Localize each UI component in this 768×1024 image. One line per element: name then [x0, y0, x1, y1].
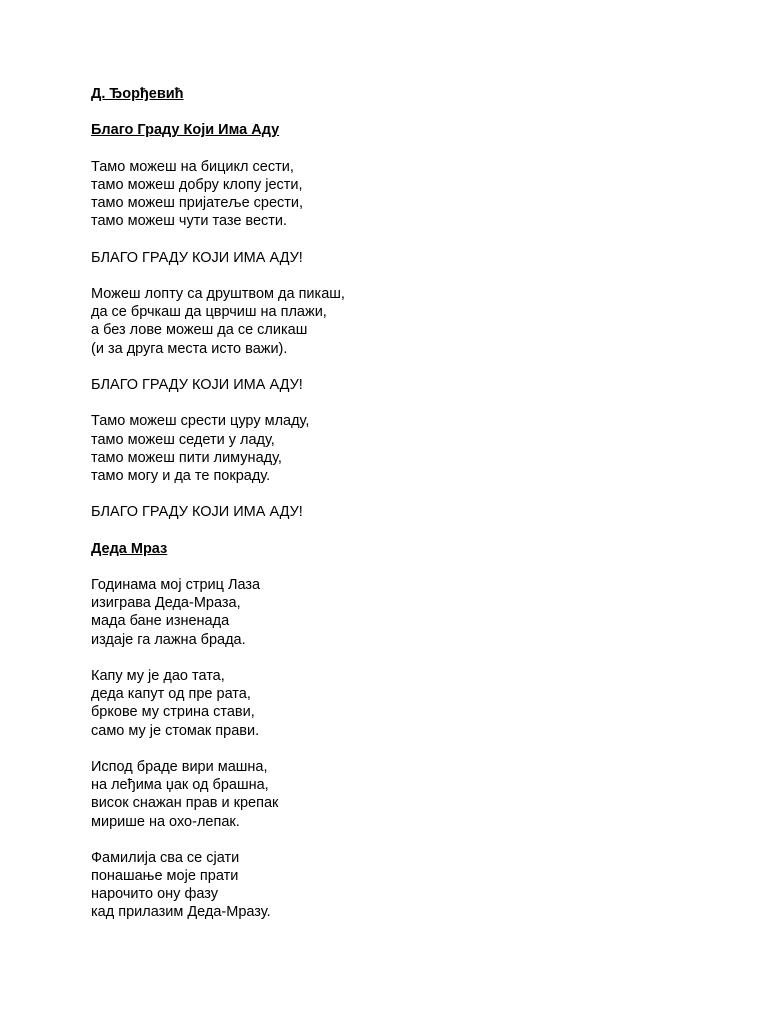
spacer — [91, 267, 691, 285]
poem-line: тамо могу и да те покраду. — [91, 467, 271, 484]
poem2-stanza-1 — [91, 576, 691, 649]
poem1-stanza-2 — [91, 285, 691, 358]
poem-line: бркове му стрина стави, — [91, 704, 255, 721]
poem-line: Можеш лопту са друштвом да пикаш, — [91, 286, 345, 303]
document-content — [91, 85, 691, 922]
poem-line: на леђима џак од брашна, — [91, 777, 269, 794]
poem-line: понашање моје прати — [91, 868, 239, 885]
spacer — [91, 831, 691, 849]
poem1-title: Благо Граду Који Има Аду — [91, 122, 280, 139]
poem-line: мада бане изненада — [91, 613, 230, 630]
spacer — [91, 103, 691, 121]
spacer — [91, 558, 691, 576]
poem1-refrain-1: БЛАГО ГРАДУ КОЈИ ИМА АДУ! — [91, 249, 303, 266]
poem1-refrain-3: БЛАГО ГРАДУ КОЈИ ИМА АДУ! — [91, 504, 303, 521]
poem-line: тамо можеш пити лимунаду, — [91, 449, 282, 466]
poem-line: само му је стомак прави. — [91, 722, 260, 739]
poem-line: (и за друга места исто важи). — [91, 340, 288, 357]
poem-line: Годинама мој стриц Лаза — [91, 577, 261, 594]
author-heading: Д. Ђорђевић — [91, 86, 184, 102]
poem2-title: Деда Мраз — [91, 540, 168, 557]
poem-line: кад прилазим Деда-Мразу. — [91, 904, 271, 921]
poem1-stanza-3 — [91, 412, 691, 485]
poem-line: мирише на охо-лепак. — [91, 813, 240, 830]
spacer — [91, 740, 691, 758]
poem-line: тамо можеш седети у ладу, — [91, 431, 275, 448]
poem-line: тамо можеш пријатеље срести, — [91, 195, 304, 212]
spacer — [91, 394, 691, 412]
poem-line: издаје га лажна брада. — [91, 631, 246, 648]
poem2-stanza-4 — [91, 849, 691, 922]
poem-line: висок снажан прав и крепак — [91, 795, 279, 812]
poem2-stanza-2 — [91, 667, 691, 740]
spacer — [91, 358, 691, 376]
poem2-stanza-3 — [91, 758, 691, 831]
spacer — [91, 522, 691, 540]
poem-line: Тамо можеш на бицикл сести, — [91, 158, 294, 175]
poem-line: Капу му је дао тата, — [91, 668, 225, 684]
poem-line: да се брчкаш да цврчиш на плажи, — [91, 304, 327, 321]
poem-line: Тамо можеш срести цуру младу, — [91, 413, 310, 430]
poem-line: Фамилија сва се сјати — [91, 849, 240, 866]
poem-line: нарочито ону фазу — [91, 886, 219, 903]
spacer — [91, 231, 691, 249]
poem-line: а без лове можеш да се сликаш — [91, 322, 308, 339]
poem1-refrain-2: БЛАГО ГРАДУ КОЈИ ИМА АДУ! — [91, 377, 303, 393]
poem-line: изиграва Деда-Мраза, — [91, 595, 241, 612]
poem1-stanza-1 — [91, 158, 691, 231]
poem-line: Испод браде вири машна, — [91, 758, 268, 775]
spacer — [91, 649, 691, 667]
poem-line: тамо можеш добру клопу јести, — [91, 176, 303, 193]
poem-line: тамо можеш чути тазе вести. — [91, 213, 288, 230]
spacer — [91, 140, 691, 158]
spacer — [91, 485, 691, 503]
poem-line: деда капут од пре рата, — [91, 686, 251, 703]
